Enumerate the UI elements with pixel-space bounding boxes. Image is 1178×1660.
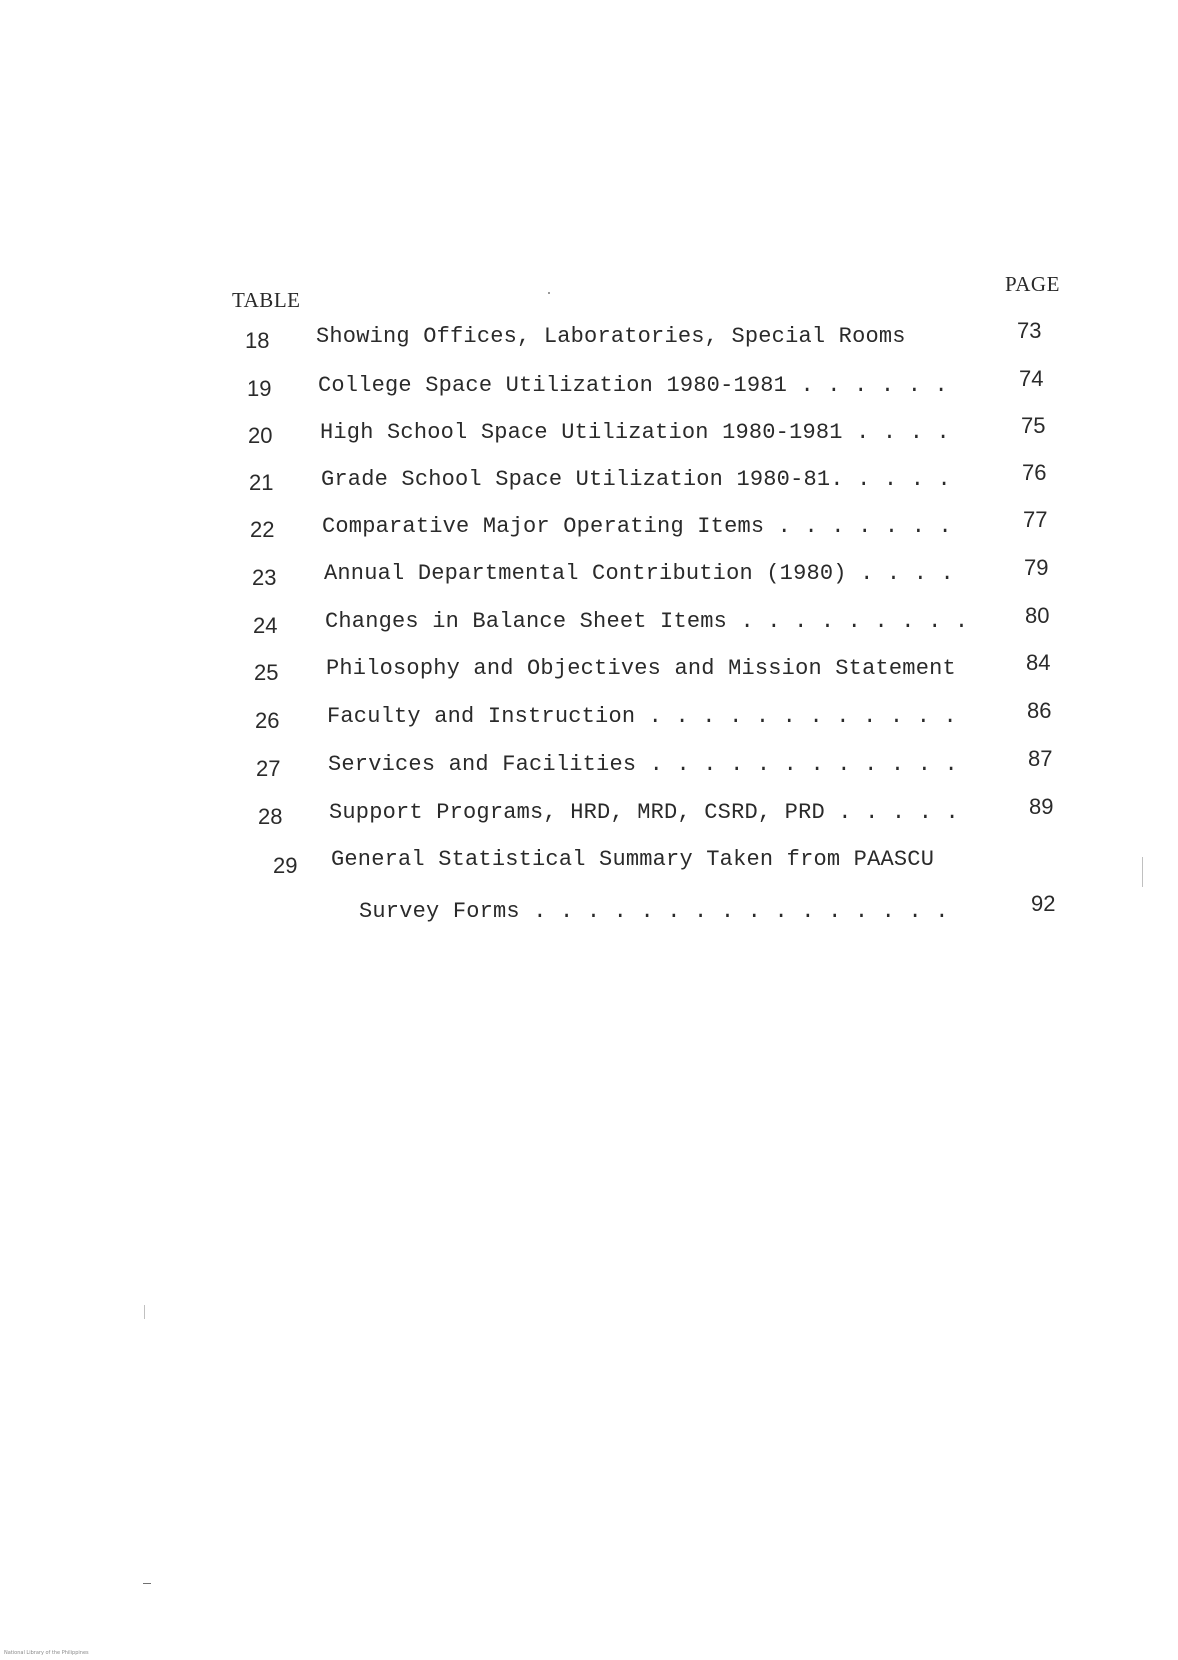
page-column-header: PAGE (1005, 272, 1060, 296)
page-number: 76 (1022, 460, 1047, 485)
table-title: College Space Utilization 1980-1981 . . . . . . (318, 373, 948, 398)
table-number: 26 (255, 708, 280, 733)
scan-speck (548, 292, 550, 294)
page-number: 73 (1017, 318, 1042, 343)
toc-row (0, 698, 1178, 742)
table-number: 20 (248, 423, 273, 448)
page-number: 77 (1023, 507, 1048, 532)
table-title: Services and Facilities . . . . . . . . . . . . (328, 752, 958, 777)
table-number: 24 (253, 613, 278, 638)
table-title: Support Programs, HRD, MRD, CSRD, PRD . . . . . (329, 800, 959, 825)
scan-speck (143, 1583, 151, 1584)
table-number: 18 (245, 328, 270, 353)
scan-edge-mark (1142, 857, 1143, 887)
table-number: 23 (252, 565, 277, 590)
page-number: 75 (1021, 413, 1046, 438)
table-number: 27 (256, 756, 281, 781)
toc-row (0, 603, 1178, 647)
page-number: 79 (1024, 555, 1049, 580)
toc-row (0, 507, 1178, 551)
table-title: Comparative Major Operating Items . . . . . . . (322, 514, 952, 539)
table-title: High School Space Utilization 1980-1981 . . . . (320, 420, 950, 445)
scan-footer: National Library of the Philippines (4, 1650, 89, 1656)
table-title: Grade School Space Utilization 1980-81. . . . . (321, 467, 951, 492)
page-number: 74 (1019, 366, 1044, 391)
table-title: Annual Departmental Contribution (1980) . . . . (324, 561, 954, 586)
toc-row (0, 650, 1178, 694)
table-column-header: TABLE (232, 288, 301, 312)
toc-row (0, 366, 1178, 410)
toc-row (0, 413, 1178, 457)
table-number: 29 (273, 853, 298, 878)
toc-row (0, 794, 1178, 838)
page-number: 87 (1028, 746, 1053, 771)
page-number: 84 (1026, 650, 1051, 675)
toc-row (0, 460, 1178, 504)
table-number: 28 (258, 804, 283, 829)
table-title: Faculty and Instruction . . . . . . . . . . . . (327, 704, 957, 729)
toc-row (0, 555, 1178, 599)
page-number: 80 (1025, 603, 1050, 628)
table-title: Changes in Balance Sheet Items . . . . . . . . . (325, 609, 969, 634)
table-title: Philosophy and Objectives and Mission Statement (326, 656, 956, 681)
table-number: 22 (250, 517, 275, 542)
toc-row-continuation (0, 891, 1178, 937)
table-number: 25 (254, 660, 279, 685)
toc-row (0, 746, 1178, 790)
page-number: 89 (1029, 794, 1054, 819)
scan-edge-mark (144, 1305, 145, 1319)
toc-row (0, 847, 1178, 887)
table-number: 21 (249, 470, 274, 495)
table-title: Showing Offices, Laboratories, Special Rooms (316, 324, 906, 349)
page-number: 86 (1027, 698, 1052, 723)
table-title: General Statistical Summary Taken from PAASCU (331, 847, 935, 872)
page-number: 92 (1031, 891, 1056, 916)
toc-row (0, 318, 1178, 362)
table-number: 19 (247, 376, 272, 401)
table-title-continuation: Survey Forms . . . . . . . . . . . . . . . . (359, 899, 949, 924)
